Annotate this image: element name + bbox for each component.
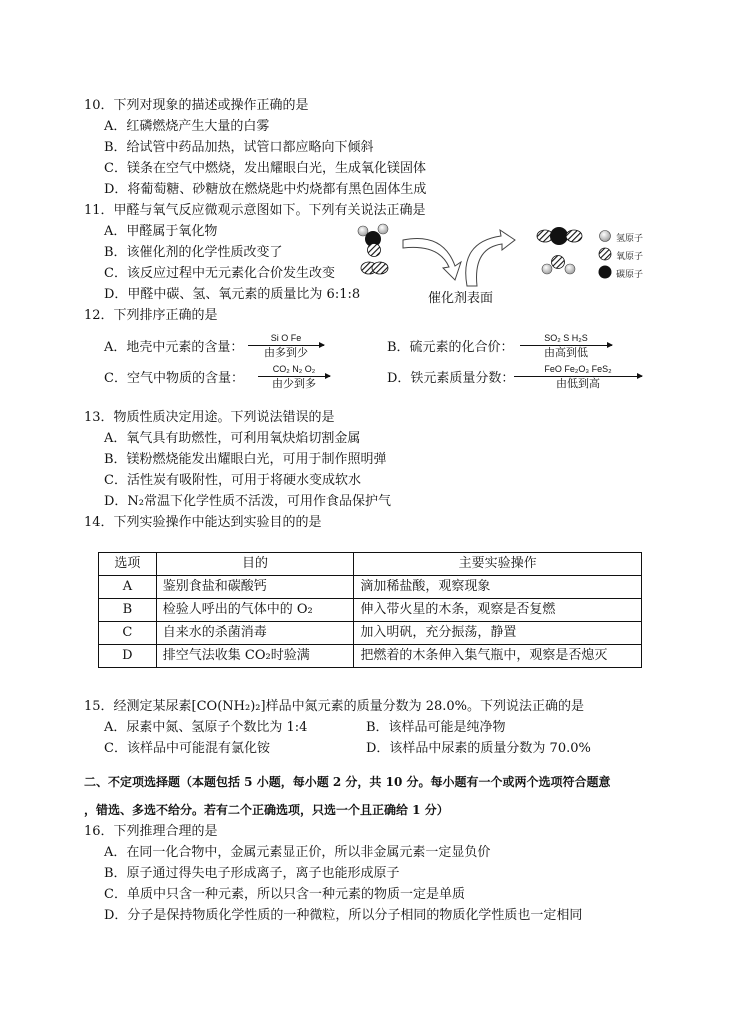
table-cell: 加入明矾，充分振荡，静置: [354, 622, 642, 645]
q12-option-a-sequence: [248, 333, 324, 361]
q11-option-a: A．甲醛属于氧化物: [104, 224, 218, 239]
sequence-order: 由高到低: [544, 347, 588, 359]
q12-option-c-label: C．空气中物质的含量：: [104, 371, 244, 386]
q16-option-d: D．分子是保持物质化学性质的一种微粒，所以分子相同的物质化学性质也一定相同: [104, 908, 583, 923]
arrow-right-icon: [520, 345, 612, 346]
q16-option-c: C．单质中只含一种元素，所以只含一种元素的物质一定是单质: [104, 887, 465, 902]
sequence-items: CO₂ N₂ O₂: [272, 364, 316, 374]
q10-option-c: C．镁条在空气中燃烧，发出耀眼白光，生成氧化镁固体: [104, 161, 426, 176]
q11-option-c: C．该反应过程中无元素化合价发生改变: [104, 266, 335, 281]
q12-option-d-label: D．铁元素质量分数：: [387, 371, 515, 386]
q10-option-b: B．给试管中药品加热，试管口都应略向下倾斜: [104, 140, 374, 155]
arrow-right-icon: [514, 376, 642, 377]
table-row: [99, 599, 642, 622]
table-header: 目的: [156, 553, 354, 576]
q13-option-c: C．活性炭有吸附性，可用于将硬水变成软水: [104, 473, 361, 488]
sequence-order: 由低到高: [556, 378, 600, 390]
q12-option-b-label: B．硫元素的化合价：: [387, 340, 514, 355]
table-row: [99, 645, 642, 668]
q10-stem: 10．下列对现象的描述或操作正确的是: [84, 98, 309, 113]
table-cell: 鉴别食盐和碳酸钙: [156, 576, 354, 599]
q13-option-b: B．镁粉燃烧能发出耀眼白光，可用于制作照明弹: [104, 452, 387, 467]
table-header: 选项: [99, 553, 157, 576]
q12-option-d-sequence: [514, 364, 642, 392]
sequence-items: Si O Fe: [270, 333, 302, 343]
legend-hydrogen: 氢原子: [616, 234, 644, 244]
q13-option-d: D．N₂常温下化学性质不活泼，可用作食品保护气: [104, 494, 392, 509]
sequence-items: FeO Fe₂O₃ FeS₂: [544, 364, 612, 374]
arrow-right-icon: [258, 376, 330, 377]
q11-option-b: B．该催化剂的化学性质改变了: [104, 245, 283, 260]
q10-option-d: D．将葡萄糖、砂糖放在燃烧匙中灼烧都有黑色固体生成: [104, 182, 427, 197]
q14-stem: 14．下列实验操作中能达到实验目的的是: [84, 515, 322, 530]
q14-table: [98, 552, 642, 668]
table-row: [99, 622, 642, 645]
q15-stem: 15．经测定某尿素[CO(NH₂)₂]样品中氮元素的质量分数为 28.0%。下列说法正确的是: [84, 699, 584, 714]
sequence-order: 由少到多: [272, 378, 316, 390]
arrow-right-icon: [248, 345, 324, 346]
table-cell: C: [99, 622, 157, 645]
q16-stem: 16．下列推理合理的是: [84, 824, 218, 839]
q12-option-a-label: A．地壳中元素的含量：: [104, 340, 244, 355]
legend-oxygen: 氧原子: [616, 252, 644, 262]
q15-option-a: A．尿素中氮、氢原子个数比为 1:4: [104, 720, 308, 735]
q12-stem: 12．下列排序正确的是: [84, 308, 218, 323]
q15-option-c: C．该样品中可能混有氯化铵: [104, 741, 270, 756]
q15-option-d: D．该样品中尿素的质量分数为 70.0%: [366, 741, 591, 756]
q13-stem: 13．物质性质决定用途。下列说法错误的是: [84, 410, 335, 425]
table-cell: D: [99, 645, 157, 668]
table-cell: A: [99, 576, 157, 599]
q15-option-b: B．该样品可能是纯净物: [366, 720, 506, 735]
table-header: 主要实验操作: [354, 553, 642, 576]
sequence-order: 由多到少: [264, 347, 308, 359]
legend-carbon: 碳原子: [616, 270, 644, 280]
table-cell: 自来水的杀菌消毒: [156, 622, 354, 645]
table-cell: 伸入带火星的木条，观察是否复燃: [354, 599, 642, 622]
section-heading: 二、不定项选择题（本题包括 5 小题，每小题 2 分，共 10 分。每小题有一个或两个选项符合题意: [84, 775, 611, 789]
table-row: [99, 576, 642, 599]
table-cell: 滴加稀盐酸，观察现象: [354, 576, 642, 599]
q16-option-a: A．在同一化合物中，金属元素显正价，所以非金属元素一定显负价: [104, 845, 491, 860]
q12-option-b-sequence: [520, 333, 612, 361]
table-cell: 检验人呼出的气体中的 O₂: [156, 599, 354, 622]
q16-option-b: B．原子通过得失电子形成离子，离子也能形成原子: [104, 866, 400, 881]
q10-option-a: A．红磷燃烧产生大量的白雾: [104, 119, 270, 134]
table-cell: 排空气法收集 CO₂时验满: [156, 645, 354, 668]
catalyst-surface-caption: 催化剂表面: [428, 291, 494, 306]
reaction-diagram: [355, 220, 615, 290]
table-cell: 把燃着的木条伸入集气瓶中，观察是否熄灭: [354, 645, 642, 668]
table-cell: B: [99, 599, 157, 622]
q11-option-d: D．甲醛中碳、氢、氧元素的质量比为 6:1:8: [104, 287, 361, 302]
sequence-items: SO₂ S H₂S: [544, 333, 588, 343]
q13-option-a: A．氧气具有助燃性，可利用氧炔焰切割金属: [104, 431, 361, 446]
q11-stem: 11．甲醛与氧气反应微观示意图如下。下列有关说法正确是: [84, 203, 426, 218]
section-heading-cont: ，错选、多选不给分。若有二个正确选项，只选一个且正确给 1 分）: [84, 803, 449, 817]
table-header-row: [99, 553, 642, 576]
q12-option-c-sequence: [258, 364, 330, 392]
